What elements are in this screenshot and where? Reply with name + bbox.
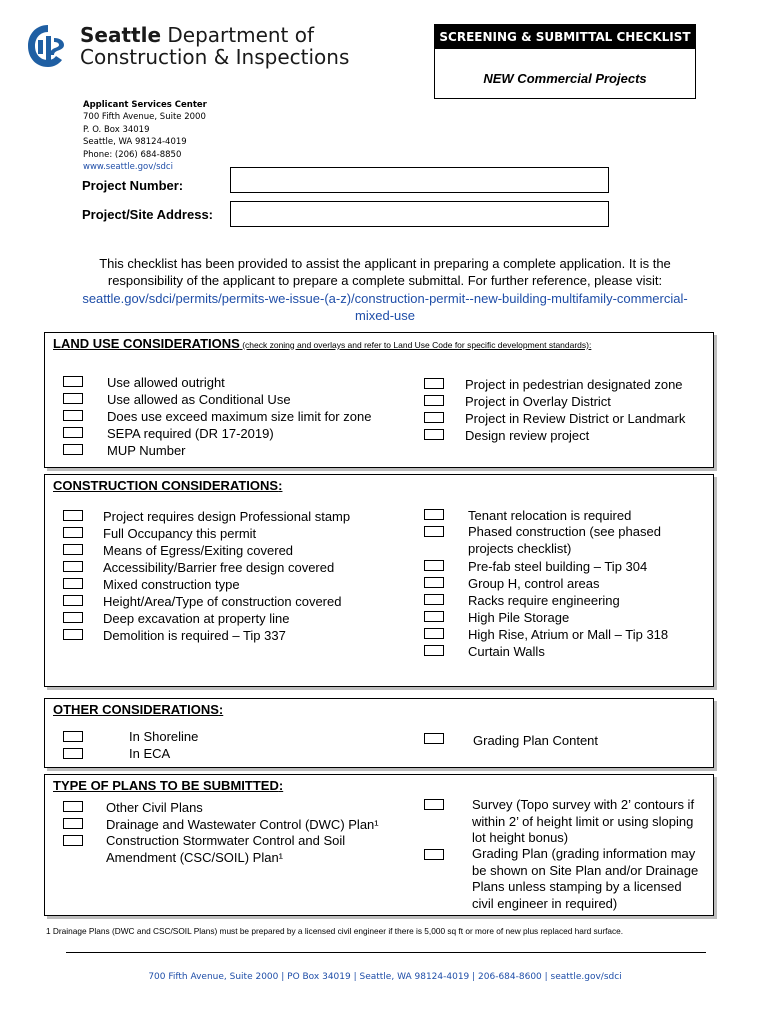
checklist-header-box xyxy=(434,24,696,99)
checklist-item: Project requires design Professional stamp xyxy=(103,509,351,524)
checkbox[interactable] xyxy=(63,376,83,387)
contact-block xyxy=(83,99,207,173)
checklist-item: Means of Egress/Exiting covered xyxy=(103,543,294,558)
checklist-item: MUP Number xyxy=(107,443,186,458)
checklist-item: Survey (Topo survey with 2’ contours if within 2’ of height limit or using sloping lot height bonus) xyxy=(472,797,695,845)
checkbox[interactable] xyxy=(424,628,444,639)
checkbox[interactable] xyxy=(424,395,444,406)
checklist-item: Accessibility/Barrier free design covered xyxy=(103,560,335,575)
checklist-item: Height/Area/Type of construction covered xyxy=(103,594,342,609)
checklist-item: SEPA required (DR 17-2019) xyxy=(107,426,274,441)
footer-contact: 700 Fifth Avenue, Suite 2000 | PO Box 34019 | Seattle, WA 98124-4019 | 206-684-8600 | seattle.gov/sdci xyxy=(148,972,622,982)
checkbox[interactable] xyxy=(63,578,83,589)
checkbox[interactable] xyxy=(63,561,83,572)
construction-section xyxy=(44,474,714,687)
checkbox[interactable] xyxy=(424,560,444,571)
org-name: Seattle Department of Construction & Inspections xyxy=(80,23,350,69)
checkbox[interactable] xyxy=(63,393,83,404)
checklist-item: Full Occupancy this permit xyxy=(103,526,257,541)
checklist-item: In ECA xyxy=(129,746,171,761)
project-number-label: Project Number: xyxy=(82,178,184,193)
checkbox[interactable] xyxy=(424,412,444,423)
checkbox[interactable] xyxy=(424,526,444,537)
checklist-item: Phased construction (see phased projects checklist) xyxy=(468,524,661,556)
checklist-item: Other Civil Plans xyxy=(106,800,203,815)
project-address-field[interactable] xyxy=(230,201,609,227)
checkbox[interactable] xyxy=(63,612,83,623)
checkbox[interactable] xyxy=(63,410,83,421)
checklist-item: Project in pedestrian designated zone xyxy=(465,377,683,392)
intro-paragraph: This checklist has been provided to assist the applicant in preparing a complete application. It is the responsibility of the applicant to prepare a complete submittal. For further reference, please visit: seattle.gov/sdci/permits/permits-we-issue-(a-z)/construction-permit--new-building-multifamily-commercial-mixed-use xyxy=(82,256,688,323)
checkbox[interactable] xyxy=(424,799,444,810)
checkbox[interactable] xyxy=(63,544,83,555)
other-section xyxy=(44,698,714,768)
contact-street: 700 Fifth Avenue, Suite 2000 xyxy=(83,112,206,123)
checklist-item: Grading Plan Content xyxy=(473,733,599,748)
checklist-item: Group H, control areas xyxy=(468,576,600,591)
checkbox[interactable] xyxy=(424,733,444,744)
checklist-item: Project in Overlay District xyxy=(465,394,611,409)
checklist-title: SCREENING & SUBMITTAL CHECKLIST xyxy=(435,25,695,49)
contact-city: Seattle, WA 98124-4019 xyxy=(83,137,187,148)
checkbox[interactable] xyxy=(424,611,444,622)
checkbox[interactable] xyxy=(63,444,83,455)
checkbox[interactable] xyxy=(63,510,83,521)
contact-website-link[interactable]: www.seattle.gov/sdci xyxy=(83,162,173,173)
land-use-title: LAND USE CONSIDERATIONS (check zoning and overlays and refer to Land Use Code for specific development standards): xyxy=(53,336,592,351)
checkbox[interactable] xyxy=(424,378,444,389)
checkbox[interactable] xyxy=(63,427,83,438)
other-title: OTHER CONSIDERATIONS: xyxy=(53,702,224,717)
checklist-item: In Shoreline xyxy=(129,729,199,744)
checklist-item: Pre-fab steel building – Tip 304 xyxy=(468,559,648,574)
checklist-item: Mixed construction type xyxy=(103,577,240,592)
checklist-subtitle: NEW Commercial Projects xyxy=(483,71,647,86)
intro-link[interactable]: seattle.gov/sdci/permits/permits-we-issue-(a-z)/construction-permit--new-building-multifamily-commercial-mixed-use xyxy=(82,290,688,323)
checkbox[interactable] xyxy=(424,645,444,656)
checkbox[interactable] xyxy=(63,527,83,538)
land-use-section xyxy=(44,332,714,468)
checkbox[interactable] xyxy=(424,577,444,588)
project-number-field[interactable] xyxy=(230,167,609,193)
checklist-item: Tenant relocation is required xyxy=(468,508,632,523)
checkbox[interactable] xyxy=(424,594,444,605)
checklist-item: Curtain Walls xyxy=(468,644,545,659)
checklist-item: Construction Stormwater Control and Soil Amendment (CSC/SOIL) Plan¹ xyxy=(106,833,346,865)
sdci-logo-icon xyxy=(24,22,72,70)
plans-title: TYPE OF PLANS TO BE SUBMITTED: xyxy=(53,778,284,793)
checklist-item: Drainage and Wastewater Control (DWC) Plan¹ xyxy=(106,817,379,832)
checkbox[interactable] xyxy=(63,748,83,759)
checklist-item: Grading Plan (grading information may be shown on Site Plan and/or Drainage Plans unless stamping by a licensed civil engineer in required) xyxy=(472,846,699,911)
checkbox[interactable] xyxy=(424,849,444,860)
checklist-item: Use allowed as Conditional Use xyxy=(107,392,291,407)
footer-divider xyxy=(66,952,706,953)
plans-section xyxy=(44,774,714,916)
checkbox[interactable] xyxy=(63,629,83,640)
checkbox[interactable] xyxy=(63,595,83,606)
contact-po-box: P. O. Box 34019 xyxy=(83,124,150,135)
project-address-label: Project/Site Address: xyxy=(82,207,214,222)
checkbox[interactable] xyxy=(63,801,83,812)
checkbox[interactable] xyxy=(63,818,83,829)
checklist-item: High Pile Storage xyxy=(468,610,570,625)
footnote: 1 Drainage Plans (DWC and CSC/SOIL Plans) must be prepared by a licensed civil engineer if there is 5,000 sq ft or more of new plus replaced hard surface. xyxy=(46,926,624,936)
checklist-item: Racks require engineering xyxy=(468,593,620,608)
checklist-item: Use allowed outright xyxy=(107,375,225,390)
contact-center: Applicant Services Center xyxy=(83,100,207,110)
checklist-item: Demolition is required – Tip 337 xyxy=(103,628,286,643)
checkbox[interactable] xyxy=(424,509,444,520)
checkbox[interactable] xyxy=(63,835,83,846)
checkbox[interactable] xyxy=(424,429,444,440)
checklist-item: Design review project xyxy=(465,428,590,443)
checkbox[interactable] xyxy=(63,731,83,742)
checklist-item: Deep excavation at property line xyxy=(103,611,290,626)
checklist-item: High Rise, Atrium or Mall – Tip 318 xyxy=(468,627,669,642)
checklist-item: Does use exceed maximum size limit for zone xyxy=(107,409,372,424)
contact-phone: Phone: (206) 684-8850 xyxy=(83,149,182,160)
construction-title: CONSTRUCTION CONSIDERATIONS: xyxy=(53,478,283,493)
checklist-item: Project in Review District or Landmark xyxy=(465,411,686,426)
